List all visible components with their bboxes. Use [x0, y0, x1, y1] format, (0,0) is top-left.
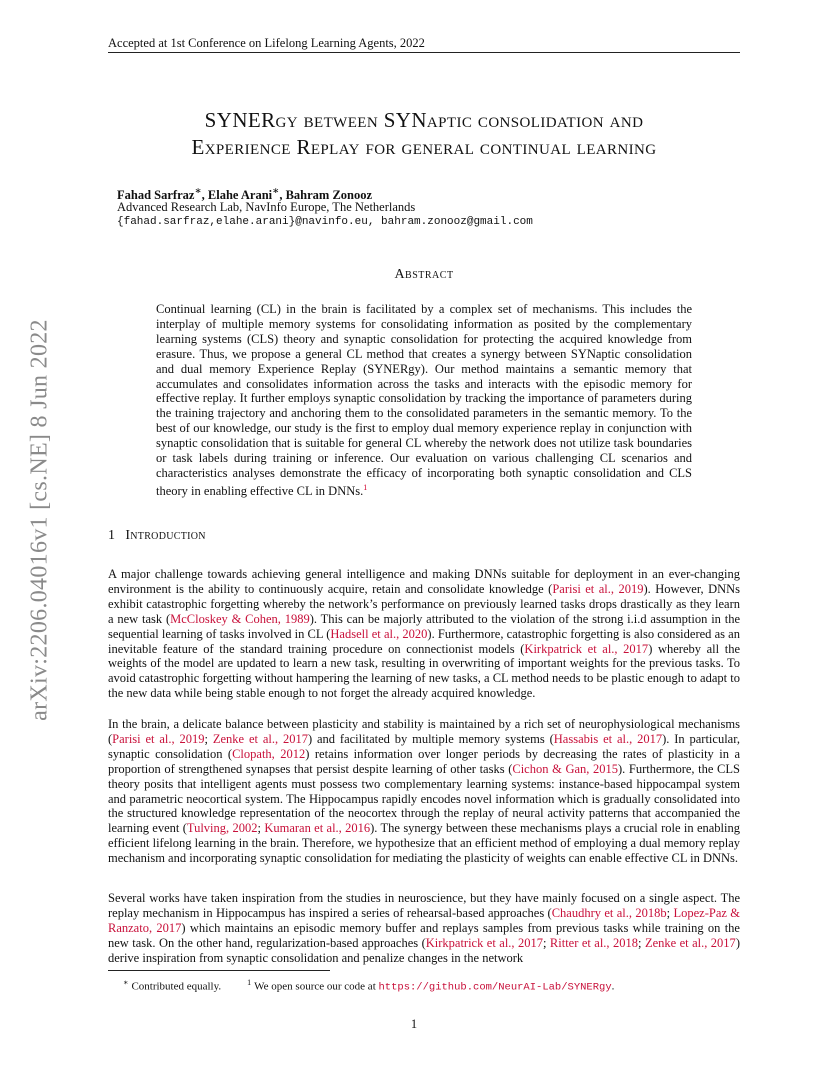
footnote-2-text: We open source our code at — [254, 980, 379, 993]
text-run: ; — [638, 935, 645, 950]
abstract-footnote-link[interactable]: 1 — [363, 482, 368, 492]
footnote-rule — [108, 970, 330, 971]
text-run: ; — [257, 821, 265, 836]
section-title: Introduction — [125, 528, 206, 543]
author-1: Fahad Sarfraz — [117, 188, 195, 203]
text-run: ) and facilitated by multiple memory systems ( — [307, 731, 554, 746]
author-1-mark: ∗ — [194, 186, 202, 197]
text-run: ; — [666, 905, 674, 920]
footnote-1-text: Contributed equally. — [131, 980, 222, 993]
text-run: ). Furthermore, catastrophic forgetting is also considered as an inevitable feature of the standard training procedure on connectionist models ( — [108, 626, 740, 656]
citation-link[interactable]: Parisi et al., 2019 — [112, 731, 205, 746]
author-emails: {fahad.sarfraz,elahe.arani}@navinfo.eu, bahram.zonooz@gmail.com — [117, 216, 533, 228]
running-header: Accepted at 1st Conference on Lifelong Learning Agents, 2022 — [108, 36, 425, 50]
author-2-mark: ∗ — [272, 186, 280, 197]
citation-link[interactable]: Chaudhry et al., 2018b — [551, 905, 667, 920]
text-run: ) which maintains an episodic memory buffer and replays samples from previous tasks while training on the new task. On the other hand, regularization-based approaches ( — [108, 920, 740, 950]
citation-link[interactable]: Lopez-Paz & Ranzato, 2017 — [108, 905, 741, 935]
text-run: ). In particular, synaptic consolidation ( — [108, 731, 741, 761]
abstract-heading: Abstract — [394, 267, 454, 282]
affiliation: Advanced Research Lab, NavInfo Europe, The Netherlands — [117, 200, 416, 214]
text-run: In the brain, a delicate balance between plasticity and stability is maintained by a rich set of neurophysiological mechanisms ( — [108, 717, 740, 746]
citation-link[interactable]: Hassabis et al., 2017 — [553, 731, 663, 746]
footnotes — [123, 975, 723, 996]
citation-link[interactable]: Kirkpatrick et al., 2017 — [425, 935, 543, 950]
abstract-body — [156, 302, 692, 499]
citation-link[interactable]: Hadsell et al., 2020 — [330, 626, 428, 641]
header-rule — [108, 52, 740, 53]
text-run: ) whereby all the weights of the model are updated to learn a new task, resulting in overwriting of important weights for the previous tasks. To avoid catastrophic forgetting without hampering the learning of new tasks, a CL method needs to be plastic enough to adapt to the new data while being stable enough to not forget the already acquired knowledge. — [108, 641, 740, 701]
author-list: Fahad Sarfraz∗, Elahe Arani∗, Bahram Zonooz — [117, 186, 373, 203]
text-run: ). However, DNNs exhibit catastrophic forgetting whereby the network’s performance on previously learned tasks drops drastically as they learn a new task ( — [108, 581, 741, 626]
text-run: ) derive inspiration from synaptic consolidation and penalize changes in the network — [108, 935, 740, 965]
author-3: Bahram Zonooz — [285, 188, 373, 203]
intro-paragraph-1 — [108, 567, 740, 701]
citation-link[interactable]: Zenke et al., 2017 — [212, 731, 308, 746]
footnote-2-mark: 1 — [247, 978, 252, 987]
title-line-2: Experience Replay for general continual learning — [191, 135, 657, 159]
text-run: Several works have taken inspiration from the studies in neuroscience, but they have mainly focused on a single aspect. The replay mechanism in Hippocampus has inspired a series of rehearsal-based approaches ( — [108, 891, 740, 920]
section-number: 1 — [108, 528, 116, 543]
section-heading-introduction — [108, 528, 740, 544]
author-2: Elahe Arani — [207, 188, 273, 203]
text-run: ; — [204, 731, 213, 746]
footnote-2-end: . — [611, 980, 615, 993]
arxiv-stamp: arXiv:2206.04016v1 [cs.NE] 8 Jun 2022 — [26, 319, 53, 721]
paper-title — [108, 107, 740, 161]
citation-link[interactable]: Cichon & Gan, 2015 — [512, 761, 619, 776]
text-run: ). The synergy between these mechanisms plays a crucial role in enabling efficient lifelong learning in the brain. Therefore, we hypothesize that an efficient method of employing a dual memory replay mechanism and incorporating synaptic consolidation for mediating the plasticity of weights can enable effective CL in DNNs. — [108, 821, 740, 866]
title-line-1: SYNERgy between SYNaptic consolidation and — [204, 108, 644, 132]
citation-link[interactable]: Clopath, 2012 — [232, 746, 306, 761]
intro-paragraph-3 — [108, 891, 740, 966]
citation-link[interactable]: Kirkpatrick et al., 2017 — [524, 641, 649, 656]
text-run: ). This can be majorly attributed to the violation of the strong i.i.d assumption in the sequential learning of tasks involved in CL ( — [108, 611, 741, 641]
citation-link[interactable]: Kumaran et al., 2016 — [264, 821, 371, 836]
citation-link[interactable]: McCloskey & Cohen, 1989 — [170, 611, 310, 626]
text-run: A major challenge towards achieving general intelligence and making DNNs suitable for deployment in an ever-changing environment is the ability to continuously acquire, retain and consolidate knowledge ( — [108, 567, 740, 596]
page-number: 1 — [410, 1017, 418, 1031]
citation-link[interactable]: Tulving, 2002 — [186, 821, 258, 836]
text-run: ) retains information over longer periods by decreasing the rates of plasticity in a proportion of strengthened synapses that persist despite learning of other tasks ( — [108, 746, 740, 776]
abstract-text: Continual learning (CL) in the brain is facilitated by a complex set of mechanisms. This includes the interplay of multiple memory systems for consolidating information as posited by the complementary learning systems (CLS) theory and synaptic consolidation for protecting the acquired knowledge from erasure. Thus, we propose a general CL method that creates a synergy between SYNaptic consolidation and dual memory Experience Replay (SYNERgy). Our method maintains a semantic memory that accumulates and consolidates information across the tasks and interacts with the episodic memory for effective replay. It further employs synaptic consolidation by tracking the importance of parameters during the training trajectory and anchoring them to the consolidated parameters in the semantic memory. To the best of our knowledge, our study is the first to employ dual memory experience replay in conjunction with synaptic consolidation that is suitable for general CL whereby the network does not utilize task boundaries or task labels during training or inference. Our evaluation on various challenging CL scenarios and characteristics analyses demonstrate the efficacy of incorporating both synaptic consolidation and CLS theory in enabling effective CL in DNNs. — [156, 302, 692, 499]
citation-link[interactable]: Parisi et al., 2019 — [552, 581, 644, 596]
text-run: ). Furthermore, the CLS theory posits that intelligent agents must possess two complementary learning systems: instance-based hippocampal system and parametric neocortical system. The Hippocampus rapidly encodes novel information which is gradually consolidated into the structured knowledge representation of the neocortex through the replay of neural activity patterns that accompanied the learning event ( — [108, 761, 740, 836]
text-run: ; — [542, 935, 550, 950]
intro-paragraph-2 — [108, 717, 740, 866]
citation-link[interactable]: Zenke et al., 2017 — [644, 935, 736, 950]
citation-link[interactable]: Ritter et al., 2018 — [549, 935, 639, 950]
footnote-1-mark: ∗ — [123, 978, 129, 987]
code-repository-link[interactable]: https://github.com/NeurAI-Lab/SYNERgy — [378, 981, 612, 994]
